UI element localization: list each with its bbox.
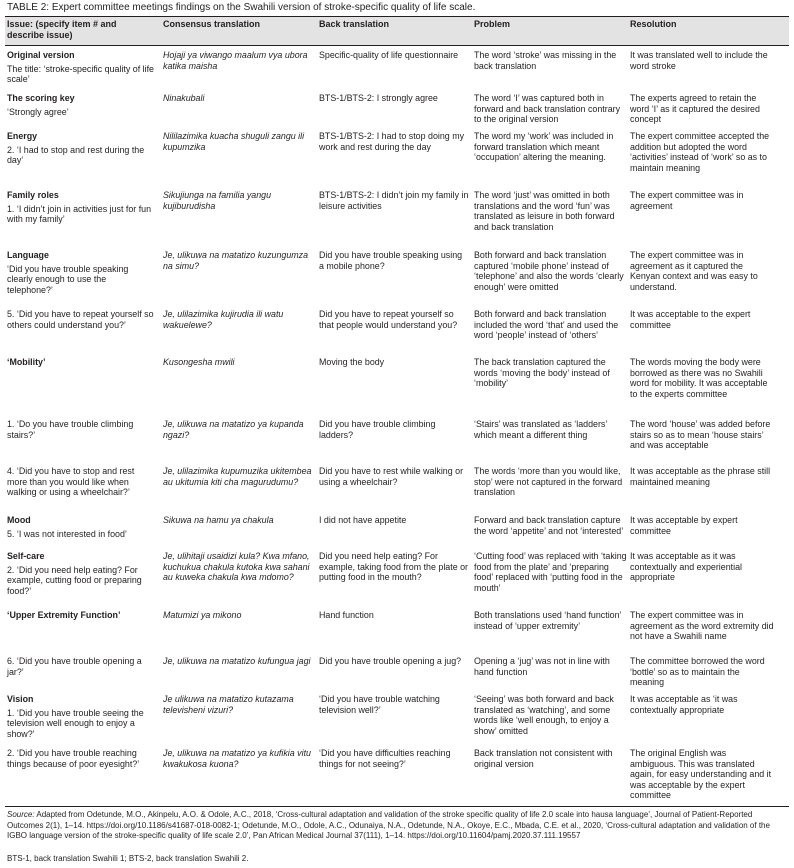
issue-cell	[7, 419, 154, 440]
problem-cell: Forward and back translation capture the word ‘appetite’ and not ‘interested’	[474, 515, 624, 536]
resolution-cell: It was acceptable to the expert committee	[630, 309, 751, 330]
issue-category: Vision	[7, 694, 34, 704]
issue-item: ‘Did you have trouble speaking clearly enough to use the telephone?’	[7, 263, 129, 295]
issue-category: The scoring key	[7, 93, 75, 103]
issue-cell	[7, 50, 154, 85]
resolution-cell: The expert committee was in agreement	[630, 190, 744, 211]
consensus-cell: Je, ulilazimika kujirudia ili watu wakuelewe?	[163, 309, 284, 330]
table-source	[7, 810, 787, 842]
issue-cell	[7, 748, 154, 769]
resolution-cell: It was acceptable as it was contextually and experiential appropriate	[630, 551, 742, 582]
back-translation-cell: Did you need help eating? For example, taking food from the plate or putting food in the mouth?	[319, 551, 468, 582]
issue-item: 2. ‘I had to stop and rest during the day’	[7, 144, 145, 165]
back-translation-cell: BTS-1/BTS-2: I had to stop doing my work and rest during the day	[319, 131, 465, 152]
issue-cell	[7, 250, 154, 295]
header-rule	[5, 45, 789, 46]
issue-item: The title: ‘stroke-specific quality of life scale’	[7, 63, 154, 84]
header-back-translation: Back translation	[319, 19, 390, 29]
header-problem: Problem	[474, 19, 511, 29]
back-translation-cell: Did you have trouble opening a jug?	[319, 656, 462, 666]
issue-item: 2. ‘Did you need help eating? For example, cutting food or preparing food?’	[7, 564, 142, 596]
table-title: TABLE 2: Expert committee meetings findings on the Swahili version of stroke-specific quality of life scale.	[7, 2, 476, 13]
consensus-cell: Ninakubali	[163, 93, 205, 103]
problem-cell: Both forward and back translation captured ‘mobile phone’ instead of ‘telephone’ and also the words ‘clearly enough’ were omitted	[474, 250, 624, 292]
consensus-cell: Sikuwa na hamu ya chakula	[163, 515, 274, 525]
issue-item: 2. ‘Did you have trouble reaching things because of poor eyesight?’	[7, 748, 140, 769]
issue-cell	[7, 656, 154, 677]
source-label: Source:	[7, 810, 35, 819]
resolution-cell: The words moving the body were borrowed as there was no Swahili word for mobility. It was acceptable to the experts committee	[630, 357, 768, 399]
issue-item: 5. ‘Did you have to repeat yourself so others could understand you?’	[7, 309, 154, 330]
issue-item: 4. ‘Did you have to stop and rest more than you would like when walking or using a wheelchair?’	[7, 466, 135, 497]
issue-category: ‘Upper Extremity Function’	[7, 610, 121, 620]
issue-cell	[7, 309, 154, 330]
consensus-cell: Kusongesha mwili	[163, 357, 235, 367]
consensus-cell: Sikujiunga na familia yangu kujiburudisha	[163, 190, 272, 211]
issue-cell	[7, 190, 154, 225]
bottom-rule	[5, 806, 789, 807]
back-translation-cell: Did you have to repeat yourself so that people would understand you?	[319, 309, 458, 330]
consensus-cell: Je, ulikuwa na matatizo kufungua jagi	[163, 656, 311, 666]
back-translation-cell: Did you have trouble climbing ladders?	[319, 419, 436, 440]
consensus-cell: Hojaji ya viwango maalum vya ubora katika maisha	[163, 50, 308, 71]
problem-cell: The word ‘I’ was captured both in forward and back translation contrary to the original version	[474, 93, 621, 124]
problem-cell: Opening a ‘jug’ was not in line with hand function	[474, 656, 610, 677]
issue-cell	[7, 357, 154, 368]
issue-category: Language	[7, 250, 49, 260]
problem-cell: ‘Seeing’ was both forward and back translated as ‘watching’, and some words like ‘well enough, to enjoy a show’ omitted	[474, 694, 614, 736]
table-abbreviations: BTS-1, back translation Swahili 1; BTS-2, back translation Swahili 2.	[7, 854, 249, 863]
consensus-cell: Matumizi ya mikono	[163, 610, 242, 620]
problem-cell: ‘Stairs’ was translated as ‘ladders’ which meant a different thing	[474, 419, 608, 440]
problem-cell: The word ‘just’ was omitted in both translations and the word ‘fun’ was translated as leisure in both forward and back translation	[474, 190, 615, 232]
issue-category: Original version	[7, 50, 75, 60]
resolution-cell: The experts agreed to retain the word ‘I’ as it captured the desired concept	[630, 93, 760, 124]
resolution-cell: It was acceptable as the phrase still maintained meaning	[630, 466, 771, 487]
back-translation-cell: I did not have appetite	[319, 515, 407, 525]
issue-cell	[7, 551, 154, 596]
resolution-cell: The original English was ambiguous. This was translated again, for easy understanding and it was acceptable by the expert committee	[630, 748, 772, 800]
resolution-cell: It was acceptable by expert committee	[630, 515, 738, 536]
problem-cell: Both translations used ‘hand function’ instead of ‘upper extremity’	[474, 610, 622, 631]
issue-cell	[7, 694, 154, 739]
resolution-cell: It was translated well to include the word stroke	[630, 50, 768, 71]
back-translation-cell: ‘Did you have trouble watching television well?’	[319, 694, 440, 715]
problem-cell: The word my ‘work’ was included in forward translation which meant ‘occupation’ altering the meaning.	[474, 131, 614, 162]
issue-item: 1. ‘Did you have trouble seeing the television well enough to enjoy a show?’	[7, 707, 144, 739]
issue-category: Self-care	[7, 551, 45, 561]
consensus-cell: Je, ulikuwa na matatizo ya kupanda ngazi?	[163, 419, 304, 440]
issue-cell	[7, 93, 154, 117]
issue-category: Mood	[7, 515, 31, 525]
problem-cell: Back translation not consistent with original version	[474, 748, 613, 769]
issue-category: Energy	[7, 131, 38, 141]
consensus-cell: Je, ulikuwa na matatizo ya kufikia vitu kwakukosa kuona?	[163, 748, 311, 769]
header-issue: Issue: (specify item # and describe issue)	[7, 19, 117, 40]
issue-item: 1. ‘Do you have trouble climbing stairs?’	[7, 419, 134, 440]
resolution-cell: The word ‘house’ was added before stairs so as to mean ‘house stairs’ and was acceptable	[630, 419, 771, 450]
consensus-cell: Je, ulikuwa na matatizo kuzungumza na simu?	[163, 250, 309, 271]
issue-cell	[7, 131, 154, 166]
back-translation-cell: BTS-1/BTS-2: I strongly agree	[319, 93, 438, 103]
back-translation-cell: Did you have to rest while walking or using a wheelchair?	[319, 466, 464, 487]
resolution-cell: The expert committee accepted the addition but adopted the word ‘activities’ instead of ‘work’ so as to maintain meaning	[630, 131, 770, 173]
issue-item: 5. ‘I was not interested in food’	[7, 528, 127, 539]
back-translation-cell: ‘Did you have difficulties reaching things for not seeing?’	[319, 748, 451, 769]
back-translation-cell: BTS-1/BTS-2: I didn’t join my family in leisure activities	[319, 190, 469, 211]
consensus-cell: Nililazimika kuacha shuguli zangu ili kupumzika	[163, 131, 305, 152]
header-consensus: Consensus translation	[163, 19, 261, 29]
resolution-cell: It was acceptable as ‘it was contextually appropriate	[630, 694, 738, 715]
issue-item: 1. ‘I didn’t join in activities just for fun with my family’	[7, 203, 152, 224]
problem-cell: ‘Cutting food’ was replaced with ‘taking food from the plate’ and ‘preparing food’ replaced with ‘putting food in the mouth’	[474, 551, 627, 593]
problem-cell: The word ‘stroke’ was missing in the back translation	[474, 50, 617, 71]
consensus-cell: Je ulikuwa na matatizo kutazama televisheni vizuri?	[163, 694, 294, 715]
problem-cell: Both forward and back translation included the word ‘that’ and used the word ‘people’ instead of ‘others’	[474, 309, 619, 340]
issue-cell	[7, 466, 154, 498]
resolution-cell: The expert committee was in agreement as the word extremity did not have a Swahili name	[630, 610, 774, 641]
issue-category: Family roles	[7, 190, 59, 200]
consensus-cell: Je, ulihitaji usaidizi kula? Kwa mfano, kuchukua chakula kutoka kwa sahani au kuweka chakula kwa mdomo?	[163, 551, 310, 582]
back-translation-cell: Moving the body	[319, 357, 385, 367]
back-translation-cell: Did you have trouble speaking using a mobile phone?	[319, 250, 463, 271]
resolution-cell: The expert committee was in agreement as it captured the Kenyan context and was easy to understand.	[630, 250, 758, 292]
issue-category: ‘Mobility’	[7, 357, 46, 367]
issue-cell	[7, 610, 154, 621]
resolution-cell: The committee borrowed the word ‘bottle’ so as to maintain the meaning	[630, 656, 765, 687]
problem-cell: The words ‘more than you would like, stop’ were not captured in the forward translation	[474, 466, 623, 497]
source-text: Adapted from Odetunde, M.O., Akinpelu, A.O. & Odole, A.C., 2018, ‘Cross-cultural adaptation and validation of the stroke specific quality of life 2.0 scale into hausa language’, Journal of Patient-Reported Outcomes 2(1), 1–14. https://doi.org/10.1186/s41687-018-0082-1; Odetunde, M.O., Odole, A.C., Odunaiya, N.A., Odetunde, N.A., Okoye, E.C., Mbada, C.E. et al., 2020, ‘Cross-cultural adaptation and validation of the IGBO language version of the stroke-specific quality of life scale 2.0’, Pan African Medical Journal 37(111), 1–14. https://doi.org/10.11604/pamj.2020.37.111.19557	[7, 810, 770, 840]
header-resolution: Resolution	[630, 19, 677, 29]
issue-item: ‘Strongly agree’	[7, 106, 69, 117]
problem-cell: The back translation captured the words ‘moving the body’ instead of ‘mobility’	[474, 357, 610, 388]
issue-cell	[7, 515, 154, 539]
back-translation-cell: Hand function	[319, 610, 374, 620]
consensus-cell: Je, ulilazimika kupumuzika ukitembea au ukitumia kiti cha magurudumu?	[163, 466, 312, 487]
back-translation-cell: Specific-quality of life questionnaire	[319, 50, 459, 60]
issue-item: 6. ‘Did you have trouble opening a jar?’	[7, 656, 142, 677]
